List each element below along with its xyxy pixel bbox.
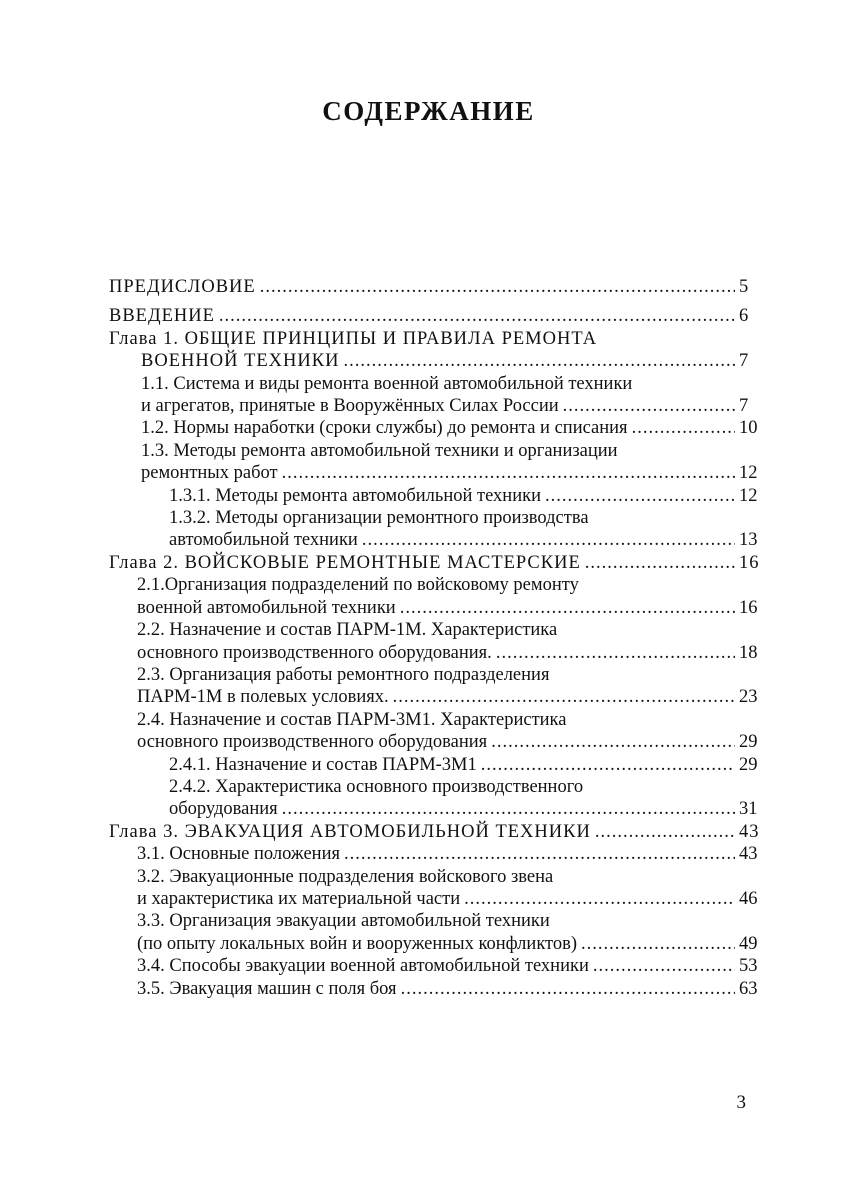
dot-leader — [563, 395, 735, 417]
toc-entry-introduction[interactable] — [109, 305, 750, 327]
toc-section-2-1-line-1[interactable]: 2.1.Организация подразделений по войсковому ремонту — [137, 575, 579, 596]
toc-section-2-2[interactable] — [137, 642, 758, 664]
toc-section-2-4-1[interactable] — [169, 754, 758, 776]
dot-leader — [344, 843, 735, 865]
toc-entry-label: (по опыту локальных войн и вооруженных конфликтов) — [137, 933, 578, 954]
dot-leader — [632, 417, 735, 439]
toc-section-2-1[interactable] — [137, 597, 758, 619]
toc-chapter-3[interactable] — [109, 821, 760, 843]
toc-entry-label: Глава 3. ЭВАКУАЦИЯ АВТОМОБИЛЬНОЙ ТЕХНИКИ — [109, 821, 591, 842]
toc-entry-label: основного производственного оборудования. — [137, 642, 492, 663]
toc-section-1-3[interactable] — [141, 462, 758, 484]
toc-entry-label: ВОЕННОЙ ТЕХНИКИ — [141, 351, 340, 372]
toc-entry-label: и характеристика их материальной части — [137, 888, 461, 909]
toc-section-2-3-line-1[interactable]: 2.3. Организация работы ремонтного подразделения — [137, 664, 550, 685]
dot-leader — [282, 798, 735, 820]
toc-entry-label: 3.1. Основные положения — [137, 844, 340, 865]
toc-section-2-2-line-1[interactable]: 2.2. Назначение и состав ПАРМ-1М. Характеристика — [137, 620, 558, 641]
dot-leader — [491, 731, 735, 753]
toc-entry-label: военной автомобильной техники — [137, 597, 396, 618]
toc-page-number: 29 — [739, 754, 758, 775]
toc-page-number: 43 — [739, 844, 758, 865]
toc-page-number: 46 — [739, 888, 758, 909]
toc-section-2-4-2-line-1[interactable]: 2.4.2. Характеристика основного производственного — [169, 776, 584, 797]
toc-entry-label: Глава 2. ВОЙСКОВЫЕ РЕМОНТНЫЕ МАСТЕРСКИЕ — [109, 552, 581, 573]
toc-page-number: 12 — [739, 485, 758, 506]
dot-leader — [585, 552, 735, 574]
toc-section-1-3-2-line-1[interactable]: 1.3.2. Методы организации ремонтного производства — [169, 508, 589, 529]
toc-page-number: 49 — [739, 933, 758, 954]
toc-section-3-3[interactable] — [137, 933, 758, 955]
toc-section-1-1[interactable] — [141, 395, 747, 417]
dot-leader — [593, 955, 735, 977]
toc-entry-label: оборудования — [169, 799, 278, 820]
toc-section-2-3[interactable] — [137, 686, 758, 708]
toc-page-number: 23 — [739, 687, 758, 708]
toc-section-3-2[interactable] — [137, 888, 758, 910]
toc-page-number: 5 — [739, 277, 750, 297]
toc-page-number: 29 — [739, 732, 758, 753]
dot-leader — [343, 350, 735, 372]
dot-leader — [496, 642, 735, 664]
toc-entry-label: 1.2. Нормы наработки (сроки службы) до ремонта и списания — [141, 418, 628, 439]
dot-leader — [282, 462, 735, 484]
page-number: 3 — [736, 1092, 746, 1113]
table-of-contents — [109, 276, 760, 1000]
dot-leader — [481, 754, 735, 776]
dot-leader — [393, 686, 735, 708]
dot-leader — [464, 888, 735, 910]
toc-page-number: 13 — [739, 530, 758, 551]
toc-page-number: 18 — [739, 642, 758, 663]
toc-section-1-3-line-1[interactable]: 1.3. Методы ремонта автомобильной техники и организации — [141, 440, 618, 461]
toc-entry-label: ПРЕДИСЛОВИЕ — [109, 277, 256, 297]
toc-entry-label: ВВЕДЕНИЕ — [109, 306, 215, 327]
toc-entry-label: 3.5. Эвакуация машин с поля боя — [137, 978, 397, 999]
toc-entry-label: автомобильной техники — [169, 530, 358, 551]
toc-page-number: 63 — [739, 978, 758, 999]
dot-leader — [219, 305, 735, 327]
toc-entry-label: 2.4.1. Назначение и состав ПАРМ-3М1 — [169, 754, 477, 775]
dot-leader — [362, 529, 735, 551]
toc-entry-label: 3.4. Способы эвакуации военной автомобильной техники — [137, 956, 589, 977]
dot-leader — [401, 978, 735, 1000]
dot-leader — [545, 485, 735, 507]
toc-section-3-3-line-1[interactable]: 3.3. Организация эвакуации автомобильной техники — [137, 911, 550, 932]
toc-page-number: 10 — [739, 418, 758, 439]
toc-page-number: 6 — [739, 306, 750, 327]
toc-chapter-1-line-1[interactable]: Глава 1. ОБЩИЕ ПРИНЦИПЫ И ПРАВИЛА РЕМОНТА — [109, 328, 598, 349]
toc-section-1-3-2[interactable] — [169, 529, 758, 551]
toc-page-number: 7 — [739, 396, 749, 417]
toc-entry-label: ПАРМ-1М в полевых условиях. — [137, 687, 389, 708]
toc-section-3-2-line-1[interactable]: 3.2. Эвакуационные подразделения войскового звена — [137, 866, 554, 887]
toc-page-number: 31 — [739, 799, 758, 820]
toc-page-number: 53 — [739, 956, 758, 977]
toc-entry-label: ремонтных работ — [141, 463, 278, 484]
dot-leader — [400, 597, 735, 619]
toc-page-number: 12 — [739, 463, 758, 484]
toc-section-3-4[interactable] — [137, 955, 758, 977]
toc-section-3-5[interactable] — [137, 978, 758, 1000]
toc-page-number: 16 — [739, 597, 758, 618]
toc-page-number: 7 — [739, 351, 750, 372]
dot-leader — [260, 276, 735, 298]
toc-section-1-1-line-1[interactable]: 1.1. Система и виды ремонта военной автомобильной техники — [141, 373, 633, 394]
toc-entry-label: и агрегатов, принятые в Вооружённых Силах России — [141, 396, 559, 417]
toc-entry-label: основного производственного оборудования — [137, 732, 488, 753]
toc-page-number: 16 — [739, 552, 760, 573]
dot-leader — [581, 933, 735, 955]
toc-page-number: 43 — [739, 821, 760, 842]
toc-chapter-2[interactable] — [109, 552, 760, 574]
toc-section-1-3-1[interactable] — [169, 485, 758, 507]
toc-section-2-4[interactable] — [137, 731, 758, 753]
toc-section-2-4-line-1[interactable]: 2.4. Назначение и состав ПАРМ-3М1. Характеристика — [137, 709, 567, 730]
page-title: СОДЕРЖАНИЕ — [322, 96, 535, 126]
toc-chapter-1[interactable] — [141, 350, 750, 372]
toc-section-2-4-2[interactable] — [169, 798, 758, 820]
toc-section-3-1[interactable] — [137, 843, 758, 865]
toc-entry-label: 1.3.1. Методы ремонта автомобильной техники — [169, 485, 541, 506]
toc-entry-preface[interactable] — [109, 276, 750, 298]
dot-leader — [595, 821, 735, 843]
toc-section-1-2[interactable] — [141, 417, 758, 439]
